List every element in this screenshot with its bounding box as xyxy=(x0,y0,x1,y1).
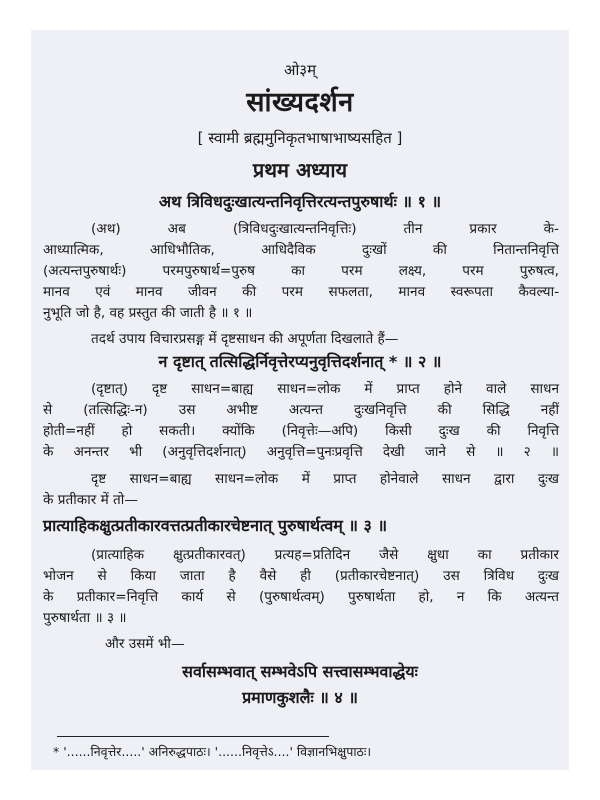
commentary-line: पुरुषार्थता ॥ ३ ॥ xyxy=(43,610,127,626)
commentary-line: के प्रतीकार=निवृत्ति कार्य से (पुरुषार्थत्वम्) पुरुषार्थता हो, न कि अत्यन्त xyxy=(43,589,559,605)
scanned-book-page xyxy=(31,30,569,770)
commentary-line: (अथ) अब (त्रिविधदुःखात्यन्तनिवृत्तिः) तीन प्रकार के- xyxy=(91,221,559,237)
page-title: सांख्यदर्शन xyxy=(246,87,354,118)
commentary-line: होती=नहीं हो सकती। क्योंकि (निवृत्तेः—अपि) किसी दुःख की निवृत्ति xyxy=(43,423,559,439)
invocation-om: ओ३म् xyxy=(283,61,317,79)
commentary-line: (दृष्टात्) दृष्ट साधन=बाह्य साधन=लोक में प्राप्त होने वाले साधन xyxy=(91,381,559,397)
sutra-4-line-1: सर्वासम्भवात् सम्भवेऽपि सत्त्वासम्भवाद्धेयः xyxy=(182,662,418,681)
commentary-line: नुभूति जो है, वह प्रस्तुत की जाती है ॥ १ ॥ xyxy=(43,305,253,321)
commentary-line: भोजन से किया जाता है वैसे ही (प्रतीकारचेष्टनात्) उस त्रिविध दुःख xyxy=(43,568,559,584)
sutra-4-line-2: प्रमाणकुशलैः ॥ ४ ॥ xyxy=(242,688,358,707)
sutra-1: अथ त्रिविधदुःखात्यन्तनिवृत्तिरत्यन्तपुरुषार्थः ॥ १ ॥ xyxy=(158,192,442,211)
footnote-divider xyxy=(57,736,329,737)
commentary-line: के अनन्तर भी (अनुवृत्तिदर्शनात्) अनुवृत्ति=पुनःप्रवृत्ति देखी जाने से ॥ २ ॥ xyxy=(43,444,559,460)
page-subtitle: [ स्वामी ब्रह्ममुनिकृतभाषाभाष्यसहित ] xyxy=(197,129,403,147)
sutra-intro: दृष्ट साधन=बाह्य साधन=लोक में प्राप्त होनेवाले साधन द्वारा दुःख xyxy=(91,471,559,487)
commentary-line: से (तत्सिद्धिः-न) उस अभीष्ट अत्यन्त दुःखनिवृत्ति की सिद्धि नहीं xyxy=(43,402,559,418)
sutra-intro: और उसमें भी— xyxy=(105,636,185,652)
chapter-heading: प्रथम अध्याय xyxy=(252,158,348,182)
commentary-line: मानव एवं मानव जीवन की परम सफलता, मानव स्वरूपता कैवल्या- xyxy=(43,284,559,300)
commentary-line: आध्यात्मिक, आधिभौतिक, आधिदैविक दुःखों की नितान्तनिवृत्ति xyxy=(43,242,559,258)
footnote: * '......निवृत्तेर.....' अनिरुद्धपाठः। '......निवृत्तेऽ....' विज्ञानभिक्षुपाठः। xyxy=(53,744,372,759)
commentary-line: (अत्यन्तपुरुषार्थः) परमपुरुषार्थ=पुरुष का परम लक्ष्य, परम पुरुषत्व, xyxy=(43,263,559,279)
sutra-3: प्रात्याहिकक्षुत्प्रतीकारवत्तत्प्रतीकारचेष्टनात् पुरुषार्थत्वम् ॥ ३ ॥ xyxy=(43,516,388,535)
sutra-intro: तदर्थ उपाय विचारप्रसङ्ग में दृष्टसाधन की अपूर्णता दिखलाते हैं— xyxy=(91,331,399,347)
commentary-line: (प्रात्याहिक क्षुत्प्रतीकारवत्) प्रत्यह=प्रतिदिन जैसे क्षुधा का प्रतीकार xyxy=(91,547,559,563)
sutra-2: न दृष्टात् तत्सिद्धिर्निवृत्तेरप्यनुवृत्तिदर्शनात् * ॥ २ ॥ xyxy=(158,352,442,371)
sutra-intro: के प्रतीकार में तो— xyxy=(43,492,138,508)
